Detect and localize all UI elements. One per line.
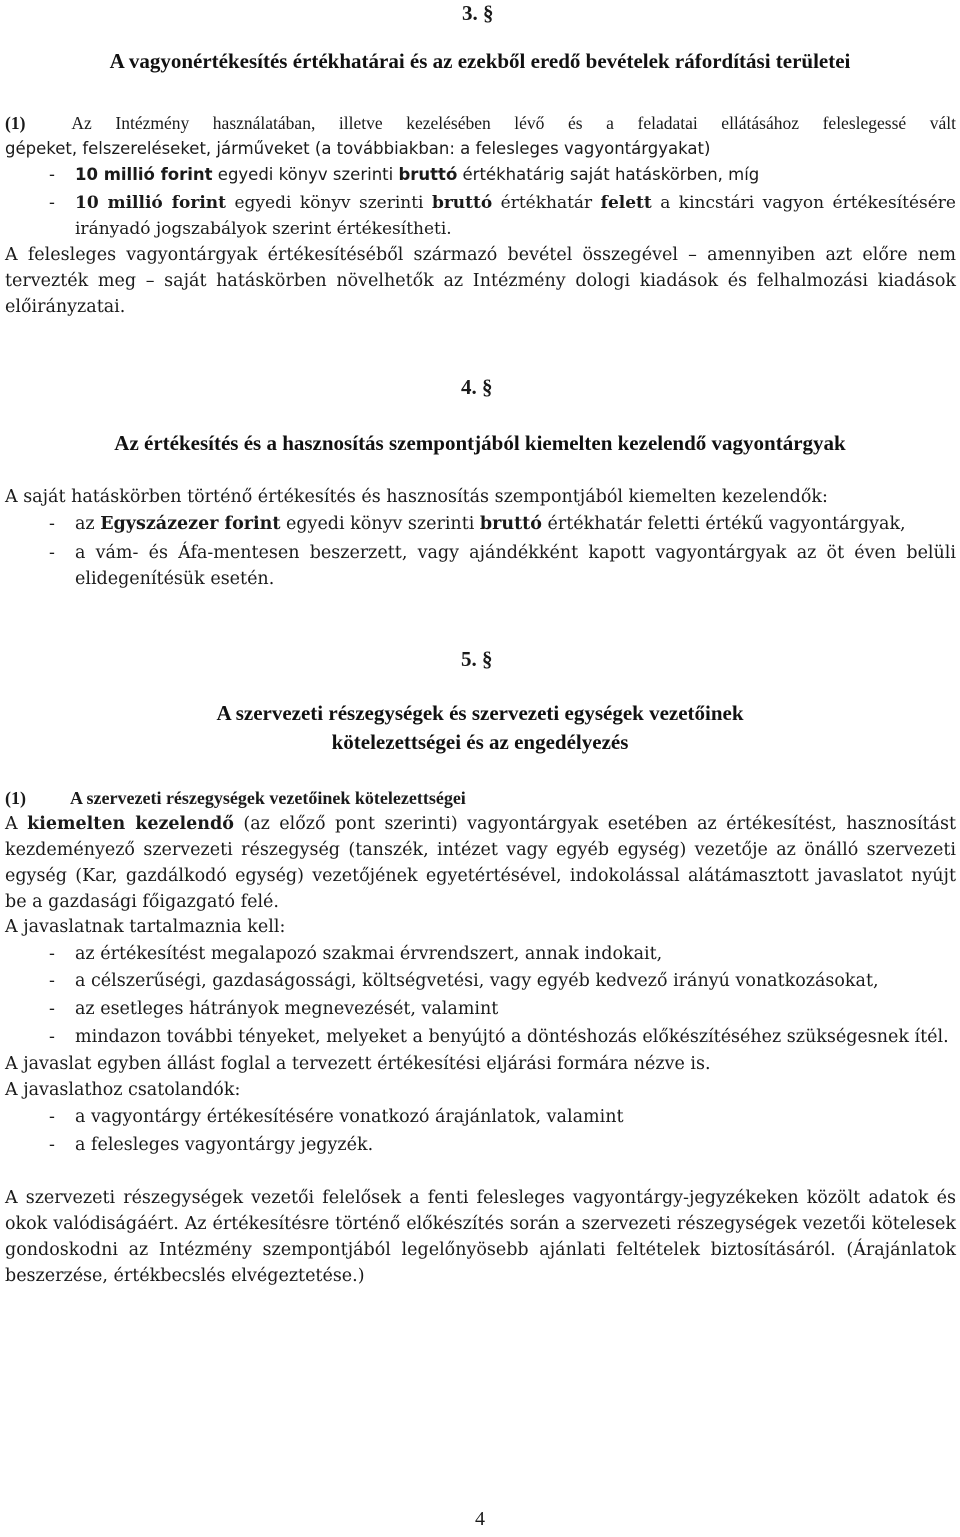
- section-3-number: 3. §: [462, 1, 494, 25]
- s5-paragraph-3: A szervezeti részegységek vezetői felelősek a fenti felesleges vagyontárgy-jegyzékeken közölt adatok és okok valódiságáért. Az értékesítésre történő előkészítés során a szervezeti részegységek vezetői kötelesek gondoskodni az Intézmény szempontjából legelőnyösebb ajánlati feltételek biztosításáról. (Árajánlatok beszerzése, értékbecslés elvégeztetése.): [5, 1188, 956, 1286]
- s4-intro: A saját hatáskörben történő értékesítés és hasznosítás szempontjából kiemelten kezelendők:: [5, 487, 828, 507]
- list-item: - a vagyontárgy értékesítésére vonatkozó árajánlatok, valamint: [49, 1107, 624, 1127]
- section-4-title: Az értékesítés és a hasznosítás szempontjából kiemelten kezelendő vagyontárgyak: [114, 431, 846, 455]
- s3-paragraph-1-line-2: gépeket, felszereléseket, járműveket (a továbbiakban: a felesleges vagyontárgyakat): [5, 139, 711, 158]
- s4-bullet-1: - az Egyszázezer forint egyedi könyv szerinti bruttó értékhatár feletti értékű vagyontárgyak,: [51, 511, 956, 537]
- paragraph-mark: (1): [5, 113, 26, 133]
- page-number: 4: [475, 1508, 485, 1530]
- section-5-title-line-2: kötelezettségei és az engedélyezés: [331, 730, 629, 754]
- s5-list-1-intro: A javaslatnak tartalmaznia kell:: [5, 917, 286, 937]
- s3-bullet-2: - 10 millió forint egyedi könyv szerinti bruttó értékhatár felett a kincstári vagyon értékesítésére irányadó jogszabályok szerint értékesítheti.: [51, 190, 956, 242]
- list-item: - az értékesítést megalapozó szakmai érvrendszert, annak indokait,: [49, 944, 663, 964]
- s3-paragraph-1-line-1: [5, 110, 956, 137]
- s3-bullet-1: - 10 millió forint egyedi könyv szerinti bruttó értékhatárig saját hatáskörben, míg: [51, 162, 956, 188]
- s4-bullet-2: - a vám- és Áfa-mentesen beszerzett, vagy ajándékként kapott vagyontárgyak az öt éven belüli elidegenítésük esetén.: [51, 540, 956, 592]
- list-item: - a felesleges vagyontárgy jegyzék.: [49, 1135, 374, 1155]
- dash: -: [49, 165, 55, 184]
- list-item: - mindazon további tényeket, melyeket a benyújtó a döntéshozás előkészítéséhez szükségesnek ítél.: [49, 1027, 949, 1047]
- s5-subheading: (1) A szervezeti részegységek vezetőinek kötelezettségei: [5, 788, 466, 808]
- section-4-number: 4. §: [461, 375, 493, 399]
- s5-paragraph-1: A kiemelten kezelendő (az előző pont szerinti) vagyontárgyak esetében az értékesítést, hasznosítást kezdeményező szervezeti részegység (tanszék, intézet vagy egyéb egység) vezetője az önálló szervezeti egység (Kar, gazdálkodó egység) vezetőjének egyetértésével, indokolással alátámasztott javaslatot nyújt be a gazdasági főigazgató felé.: [5, 814, 956, 912]
- section-5-number: 5. §: [461, 647, 493, 671]
- list-item: - az esetleges hátrányok megnevezését, valamint: [49, 999, 499, 1019]
- s3-p1-text: Az Intézmény használatában, illetve kezelésében lévő és a feladatai ellátásához feleslegessé vált: [71, 113, 956, 133]
- s3-paragraph-2: A felesleges vagyontárgyak értékesítéséből származó bevétel összegével – amennyiben azt előre nem tervezték meg – saját hatáskörben növelhetők az Intézmény dologi kiadások és felhalmozási kiadások előirányzatai.: [5, 245, 956, 317]
- dash: -: [49, 514, 55, 534]
- section-3-title: A vagyonértékesítés értékhatárai és az ezekből eredő bevételek ráfordítási területei: [109, 49, 851, 73]
- dash: -: [49, 543, 55, 563]
- section-5-title-line-1: A szervezeti részegységek és szervezeti egységek vezetőinek: [216, 701, 744, 725]
- list-item: - a célszerűségi, gazdaságossági, költségvetési, vagy egyéb kedvező irányú vonatkozásokat,: [49, 971, 879, 991]
- s5-list-2-intro: A javaslathoz csatolandók:: [5, 1080, 241, 1100]
- s5-paragraph-2: A javaslat egyben állást foglal a tervezett értékesítési eljárási formára nézve is.: [5, 1054, 711, 1074]
- dash: -: [49, 193, 55, 213]
